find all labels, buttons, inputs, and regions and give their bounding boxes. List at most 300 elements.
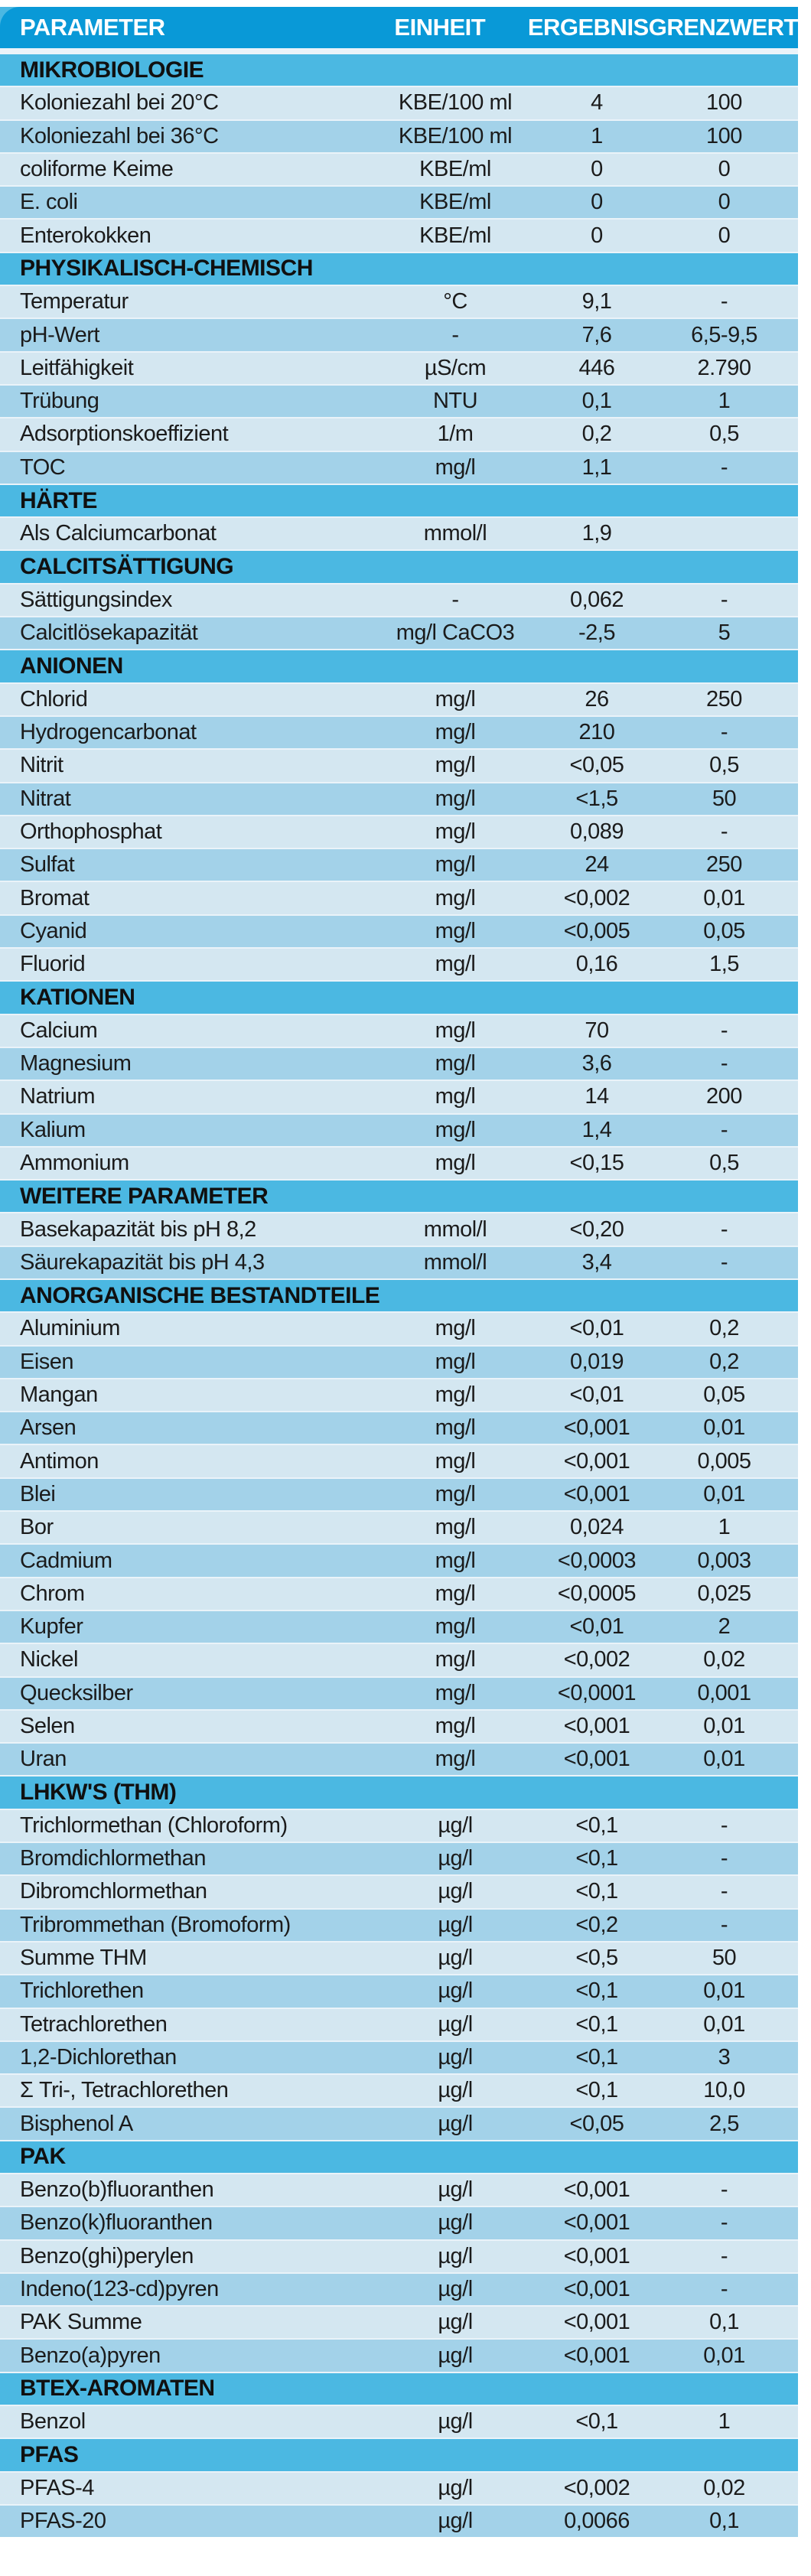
limit-cell: -	[720, 289, 728, 314]
unit-cell: KBE/100 ml	[398, 123, 513, 148]
unit-cell: µg/l	[438, 2177, 473, 2203]
section-header	[0, 650, 798, 682]
section-title: PAK	[20, 2144, 66, 2170]
result-cell: <0,001	[563, 2310, 630, 2335]
result-cell: 1,4	[581, 1117, 612, 1142]
unit-cell: µg/l	[438, 1812, 473, 1838]
parameter-cell: Trübung	[20, 389, 99, 414]
parameter-cell: Uran	[20, 1747, 67, 1772]
result-cell: 0	[591, 223, 603, 248]
section-title: MIKROBIOLOGIE	[20, 57, 204, 83]
table-row	[0, 418, 798, 450]
limit-cell: 1,5	[709, 952, 739, 977]
unit-cell: mg/l	[435, 1051, 476, 1076]
limit-cell: 250	[706, 852, 742, 878]
table-row	[0, 187, 798, 218]
result-cell: 0,024	[569, 1515, 624, 1540]
table-row	[0, 1578, 798, 1610]
unit-cell: µg/l	[438, 2210, 473, 2236]
unit-cell: mg/l	[435, 686, 476, 712]
limit-cell: -	[720, 2210, 728, 2236]
limit-cell: -	[720, 1249, 728, 1275]
table-row	[0, 882, 798, 913]
unit-cell: µg/l	[438, 1946, 473, 1971]
section-title: KATIONEN	[20, 984, 135, 1010]
table-row	[0, 1412, 798, 1444]
result-cell: 1	[591, 123, 603, 148]
limit-cell: -	[720, 1117, 728, 1142]
table-row	[0, 1115, 798, 1146]
unit-cell: mg/l	[435, 1614, 476, 1640]
result-cell: 24	[585, 852, 609, 878]
unit-cell: µg/l	[438, 2111, 473, 2136]
parameter-cell: Temperatur	[20, 289, 129, 314]
table-row	[0, 452, 798, 484]
unit-cell: mmol/l	[423, 1216, 487, 1242]
parameter-cell: pH-Wert	[20, 322, 99, 347]
result-cell: <0,001	[563, 1415, 630, 1441]
unit-cell: mg/l	[435, 1548, 476, 1573]
result-cell: <0,002	[563, 885, 630, 910]
limit-cell: 0	[718, 190, 731, 215]
unit-cell: mg/l	[435, 1680, 476, 1705]
unit-cell: KBE/ml	[419, 223, 491, 248]
limit-cell: 2	[718, 1614, 731, 1640]
table-body	[0, 54, 798, 2537]
table-row	[0, 816, 798, 848]
unit-cell: µg/l	[438, 1879, 473, 1904]
table-row	[0, 1512, 798, 1543]
unit-cell: °C	[443, 289, 467, 314]
limit-cell: 0	[718, 223, 731, 248]
unit-cell: mg/l	[435, 1713, 476, 1738]
parameter-cell: Sulfat	[20, 852, 75, 878]
result-cell: 1,1	[581, 454, 612, 480]
parameter-cell: Dibromchlormethan	[20, 1879, 207, 1904]
limit-cell: 5	[718, 620, 731, 646]
parameter-cell: Mangan	[20, 1382, 98, 1408]
result-cell: <0,20	[569, 1216, 624, 1242]
table-row	[0, 1810, 798, 1842]
result-cell: -2,5	[578, 620, 615, 646]
unit-cell: mg/l	[435, 786, 476, 811]
parameter-cell: Calcitlösekapazität	[20, 620, 198, 646]
result-cell: <1,5	[575, 786, 618, 811]
limit-cell: 0,1	[709, 2310, 739, 2335]
parameter-cell: Summe THM	[20, 1946, 147, 1971]
unit-cell: µg/l	[438, 2011, 473, 2037]
parameter-cell: Bromat	[20, 885, 90, 910]
limit-cell: 250	[706, 686, 742, 712]
table-row	[0, 1843, 798, 1874]
section-title: PHYSIKALISCH-CHEMISCH	[20, 256, 313, 282]
table-row	[0, 684, 798, 715]
limit-cell: 0,5	[709, 753, 739, 778]
table-row	[0, 2075, 798, 2106]
parameter-cell: Quecksilber	[20, 1680, 133, 1705]
result-cell: <0,1	[575, 1812, 618, 1838]
table-row	[0, 353, 798, 384]
table-row	[0, 916, 798, 947]
parameter-cell: Basekapazität bis pH 8,2	[20, 1216, 256, 1242]
parameter-cell: Als Calciumcarbonat	[20, 521, 217, 546]
parameter-cell: Tribrommethan (Bromoform)	[20, 1912, 291, 1937]
result-cell: <0,001	[563, 2177, 630, 2203]
result-cell: <0,1	[575, 1879, 618, 1904]
table-row	[0, 1148, 798, 1179]
parameter-cell: Tetrachlorethen	[20, 2011, 168, 2037]
unit-cell: µg/l	[438, 2343, 473, 2368]
result-cell: <0,001	[563, 1713, 630, 1738]
unit-cell: mg/l	[435, 1647, 476, 1672]
limit-cell: 0,01	[703, 1747, 745, 1772]
table-row	[0, 585, 798, 616]
result-cell: 0,2	[581, 422, 612, 447]
limit-cell: 0,2	[709, 1316, 739, 1341]
parameter-cell: Koloniezahl bei 20°C	[20, 90, 219, 116]
result-cell: 3,6	[581, 1051, 612, 1076]
table-row	[0, 286, 798, 318]
table-row	[0, 1379, 798, 1411]
result-cell: <0,15	[569, 1150, 624, 1175]
parameter-cell: Säurekapazität bis pH 4,3	[20, 1249, 265, 1275]
limit-cell: -	[720, 1216, 728, 1242]
limit-cell: 0,01	[703, 1713, 745, 1738]
result-cell: <0,0003	[557, 1548, 637, 1573]
result-cell: <0,1	[575, 2078, 618, 2103]
parameter-cell: coliforme Keime	[20, 157, 174, 182]
result-cell: <0,002	[563, 2475, 630, 2500]
unit-cell: 1/m	[437, 422, 474, 447]
limit-cell: -	[720, 1812, 728, 1838]
parameter-cell: Eisen	[20, 1349, 74, 1374]
parameter-cell: Calcium	[20, 1018, 98, 1043]
parameter-cell: Chrom	[20, 1581, 85, 1606]
result-cell: <0,01	[569, 1382, 624, 1408]
parameter-cell: Benzo(k)fluoranthen	[20, 2210, 213, 2236]
table-row	[0, 1445, 798, 1477]
unit-cell: mg/l CaCO3	[396, 620, 515, 646]
parameter-cell: Bisphenol A	[20, 2111, 133, 2136]
section-header	[0, 1181, 798, 1212]
limit-cell: 0,02	[703, 2475, 745, 2500]
section-header	[0, 485, 798, 516]
table-row	[0, 518, 798, 549]
table-row	[0, 121, 798, 152]
table-row	[0, 750, 798, 781]
parameter-cell: Benzo(b)fluoranthen	[20, 2177, 214, 2203]
limit-cell: -	[720, 2243, 728, 2268]
result-cell: <0,05	[569, 2111, 624, 2136]
table-row	[0, 220, 798, 251]
table-row	[0, 1479, 798, 1510]
unit-cell: mg/l	[435, 1018, 476, 1043]
result-cell: 0,0066	[564, 2509, 630, 2534]
parameter-cell: Benzo(ghi)perylen	[20, 2243, 194, 2268]
limit-cell: 0,025	[697, 1581, 751, 1606]
limit-cell: 0,5	[709, 1150, 739, 1175]
limit-cell: 0,01	[703, 2343, 745, 2368]
limit-cell: 0,02	[703, 1647, 745, 1672]
result-cell: 0,1	[581, 389, 612, 414]
parameter-cell: Aluminium	[20, 1316, 120, 1341]
limit-cell: -	[720, 1018, 728, 1043]
unit-cell: KBE/ml	[419, 157, 491, 182]
result-cell: 26	[585, 686, 609, 712]
unit-cell: mg/l	[435, 454, 476, 480]
parameter-cell: PAK Summe	[20, 2310, 142, 2335]
table-row	[0, 87, 798, 119]
result-cell: <0,002	[563, 1647, 630, 1672]
unit-cell: µg/l	[438, 1912, 473, 1937]
limit-cell: -	[720, 1912, 728, 1937]
table-row	[0, 154, 798, 185]
limit-cell: 6,5-9,5	[691, 322, 757, 347]
result-cell: <0,05	[569, 753, 624, 778]
result-cell: <0,1	[575, 2044, 618, 2070]
unit-cell: µg/l	[438, 2078, 473, 2103]
parameter-cell: Trichlormethan (Chloroform)	[20, 1812, 288, 1838]
limit-cell: 0,005	[697, 1448, 751, 1474]
limit-cell: 1	[718, 1515, 731, 1540]
limit-cell: 50	[712, 1946, 737, 1971]
parameter-cell: Magnesium	[20, 1051, 132, 1076]
result-cell: <0,001	[563, 1448, 630, 1474]
limit-cell: -	[720, 1879, 728, 1904]
unit-cell: mg/l	[435, 720, 476, 745]
section-header	[0, 551, 798, 582]
water-analysis-table	[0, 7, 798, 2537]
limit-cell: 100	[706, 123, 742, 148]
limit-cell: 100	[706, 90, 742, 116]
result-cell: <0,005	[563, 918, 630, 943]
result-cell: <0,001	[563, 2343, 630, 2368]
table-row	[0, 2042, 798, 2073]
table-row	[0, 1711, 798, 1742]
table-row	[0, 2108, 798, 2139]
parameter-cell: 1,2-Dichlorethan	[20, 2044, 177, 2070]
parameter-cell: Nickel	[20, 1647, 78, 1672]
unit-cell: mg/l	[435, 1349, 476, 1374]
parameter-cell: Cyanid	[20, 918, 87, 943]
unit-cell: mg/l	[435, 1415, 476, 1441]
table-row	[0, 949, 798, 980]
limit-cell: 0,01	[703, 1415, 745, 1441]
unit-cell: mg/l	[435, 819, 476, 844]
table-row	[0, 1213, 798, 1245]
unit-cell: mg/l	[435, 852, 476, 878]
unit-cell: mg/l	[435, 1382, 476, 1408]
limit-cell: -	[720, 1846, 728, 1871]
result-cell: 446	[578, 355, 615, 380]
limit-cell: 50	[712, 786, 737, 811]
parameter-cell: Hydrogencarbonat	[20, 720, 197, 745]
table-row	[0, 319, 798, 350]
result-cell: 1,9	[581, 521, 612, 546]
result-cell: 0	[591, 157, 603, 182]
limit-cell: -	[720, 2277, 728, 2302]
section-title: CALCITSÄTTIGUNG	[20, 554, 234, 580]
result-cell: 0,062	[569, 587, 624, 612]
unit-cell: µg/l	[438, 2310, 473, 2335]
table-row	[0, 2274, 798, 2305]
unit-cell: µg/l	[438, 2475, 473, 2500]
table-header-band	[0, 7, 798, 48]
section-title: HÄRTE	[20, 487, 97, 513]
parameter-cell: Nitrat	[20, 786, 71, 811]
result-cell: <0,0005	[557, 1581, 637, 1606]
parameter-cell: Natrium	[20, 1084, 96, 1109]
limit-cell: 0,05	[703, 1382, 745, 1408]
limit-cell: -	[720, 720, 728, 745]
parameter-cell: Benzol	[20, 2409, 86, 2434]
unit-cell: mg/l	[435, 918, 476, 943]
parameter-cell: PFAS-20	[20, 2509, 106, 2534]
parameter-cell: Chlorid	[20, 686, 88, 712]
unit-cell: µg/l	[438, 2277, 473, 2302]
limit-cell: -	[720, 819, 728, 844]
table-row	[0, 2241, 798, 2272]
limit-cell: 0,001	[697, 1680, 751, 1705]
parameter-cell: Bor	[20, 1515, 54, 1540]
unit-cell: mg/l	[435, 885, 476, 910]
table-row	[0, 1545, 798, 1576]
table-row	[0, 2506, 798, 2537]
unit-cell: mg/l	[435, 1150, 476, 1175]
table-row	[0, 783, 798, 815]
unit-cell: NTU	[432, 389, 478, 414]
result-cell: <0,001	[563, 2210, 630, 2236]
section-header	[0, 253, 798, 285]
parameter-cell: Orthophosphat	[20, 819, 162, 844]
result-cell: 9,1	[581, 289, 612, 314]
unit-cell: mg/l	[435, 753, 476, 778]
parameter-cell: Σ Tri-, Tetrachlorethen	[20, 2078, 229, 2103]
result-cell: 4	[591, 90, 603, 116]
table-row	[0, 386, 798, 417]
unit-cell: mg/l	[435, 1481, 476, 1506]
result-cell: 0,089	[569, 819, 624, 844]
result-cell: <0,1	[575, 1846, 618, 1871]
result-cell: 0	[591, 190, 603, 215]
section-title: BTEX-AROMATEN	[20, 2376, 215, 2402]
section-title: PFAS	[20, 2442, 79, 2468]
table-row	[0, 1644, 798, 1676]
section-header	[0, 1280, 798, 1311]
table-row	[0, 1247, 798, 1278]
section-header	[0, 2439, 798, 2470]
unit-cell: µg/l	[438, 2044, 473, 2070]
table-row	[0, 1611, 798, 1643]
parameter-cell: Cadmium	[20, 1548, 112, 1573]
parameter-cell: Fluorid	[20, 952, 86, 977]
limit-cell: 3	[718, 2044, 731, 2070]
limit-cell: 0,2	[709, 1349, 739, 1374]
result-cell: 0,16	[575, 952, 618, 977]
result-cell: 7,6	[581, 322, 612, 347]
parameter-cell: Selen	[20, 1713, 75, 1738]
table-row	[0, 2307, 798, 2338]
limit-cell: 1	[718, 2409, 731, 2434]
table-row	[0, 1015, 798, 1047]
table-row	[0, 1048, 798, 1080]
limit-cell: 0,01	[703, 1481, 745, 1506]
column-header-parameter: PARAMETER	[20, 14, 165, 41]
unit-cell: mg/l	[435, 952, 476, 977]
parameter-cell: Indeno(123-cd)pyren	[20, 2277, 219, 2302]
limit-cell: -	[720, 454, 728, 480]
table-header-row	[0, 7, 798, 48]
unit-cell: µS/cm	[424, 355, 487, 380]
parameter-cell: Enterokokken	[20, 223, 151, 248]
unit-cell: mg/l	[435, 1316, 476, 1341]
parameter-cell: Trichlorethen	[20, 1978, 144, 2004]
result-cell: 70	[585, 1018, 609, 1043]
unit-cell: mmol/l	[423, 1249, 487, 1275]
result-cell: <0,01	[569, 1316, 624, 1341]
unit-cell: mmol/l	[423, 521, 487, 546]
column-header-grenzwert: GRENZWERT	[648, 14, 798, 41]
table-row	[0, 2340, 798, 2371]
column-header-einheit: EINHEIT	[394, 14, 486, 41]
table-row	[0, 1876, 798, 1907]
result-cell: 3,4	[581, 1249, 612, 1275]
limit-cell: 0,05	[703, 918, 745, 943]
limit-cell: -	[720, 587, 728, 612]
parameter-cell: Nitrit	[20, 753, 64, 778]
section-title: ANIONEN	[20, 653, 123, 679]
table-row	[0, 1910, 798, 1941]
table-row	[0, 1744, 798, 1775]
section-header	[0, 2141, 798, 2173]
unit-cell: µg/l	[438, 2243, 473, 2268]
column-header-ergebnis: ERGEBNIS	[527, 14, 649, 41]
table-row	[0, 2406, 798, 2438]
parameter-cell: Adsorptionskoeffizient	[20, 422, 229, 447]
parameter-cell: Bromdichlormethan	[20, 1846, 206, 1871]
unit-cell: µg/l	[438, 2509, 473, 2534]
result-cell: <0,01	[569, 1614, 624, 1640]
limit-cell: 0,01	[703, 885, 745, 910]
limit-cell: -	[720, 2177, 728, 2203]
parameter-cell: Blei	[20, 1481, 56, 1506]
parameter-cell: Leitfähigkeit	[20, 355, 134, 380]
parameter-cell: Sättigungsindex	[20, 587, 172, 612]
unit-cell: mg/l	[435, 1448, 476, 1474]
unit-cell: KBE/ml	[419, 190, 491, 215]
unit-cell: µg/l	[438, 2409, 473, 2434]
result-cell: <0,001	[563, 1747, 630, 1772]
table-row	[0, 617, 798, 649]
limit-cell: 0,003	[697, 1548, 751, 1573]
result-cell: 0,019	[569, 1349, 624, 1374]
table-row	[0, 1678, 798, 1709]
limit-cell: 2.790	[697, 355, 751, 380]
limit-cell: 0,01	[703, 1978, 745, 2004]
section-title: ANORGANISCHE BESTANDTEILE	[20, 1282, 380, 1308]
section-title: WEITERE PARAMETER	[20, 1183, 269, 1209]
result-cell: <0,1	[575, 2011, 618, 2037]
limit-cell: 0,5	[709, 422, 739, 447]
result-cell: <0,1	[575, 1978, 618, 2004]
limit-cell: 2,5	[709, 2111, 739, 2136]
result-cell: 210	[578, 720, 615, 745]
parameter-cell: E. coli	[20, 190, 78, 215]
result-cell: <0,5	[575, 1946, 618, 1971]
parameter-cell: Benzo(a)pyren	[20, 2343, 161, 2368]
parameter-cell: Koloniezahl bei 36°C	[20, 123, 219, 148]
unit-cell: mg/l	[435, 1117, 476, 1142]
